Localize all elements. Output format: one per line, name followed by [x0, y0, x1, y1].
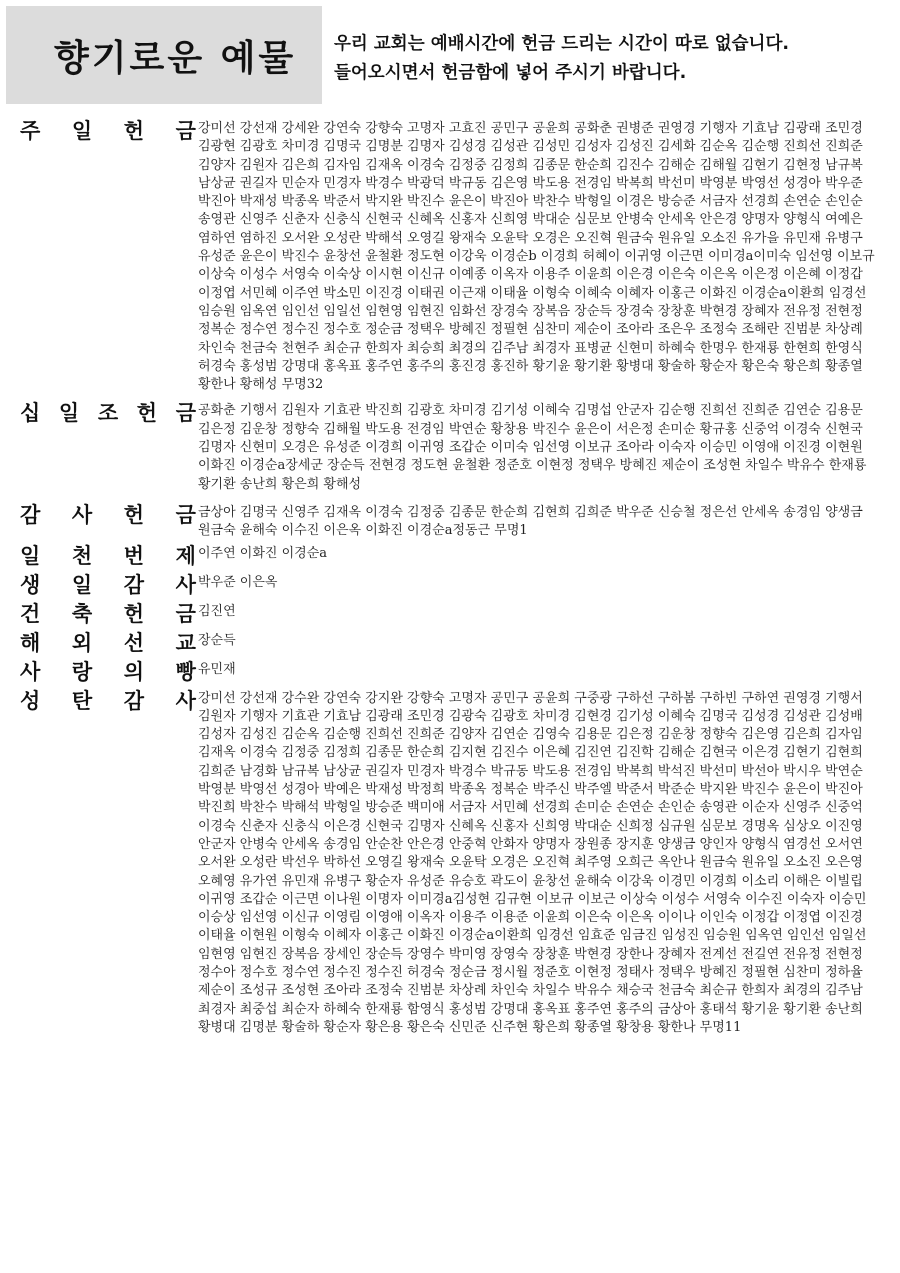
bulletin-header: [6, 6, 894, 106]
donor-names: 유민재: [198, 661, 236, 677]
offering-section: [20, 690, 892, 1038]
offering-section: [20, 120, 892, 394]
category-char: 교: [175, 630, 196, 655]
category-char: 선: [123, 630, 145, 655]
category-char: 헌: [136, 401, 158, 426]
category-char: 금: [175, 119, 196, 143]
category-char: 건: [20, 601, 41, 626]
offering-section: [20, 504, 892, 541]
category-char: 일: [58, 401, 80, 426]
category-char: 천: [71, 543, 93, 568]
donor-names: 강미선 강선재 강수완 강연숙 강지완 강향숙 고명자 공민구 공윤희 구중광 구하선 구하봄 구하빈 구하연 권영경 기행서 김원자 기행자 기효관 기효남 김광래 조민경 김광숙 김광호 차미경 김현경 김기성 이혜숙 김명국 김성경 김성관 김성배 김성자 김성진 김순옥 김순행 진희선 진희준 김양자 김연순 김영숙 김용문 김은정 김운창 정향숙 김은영 김은희 김자임 김재옥 이경숙 김정중 김정희 김종문 한순희 김지현 김진수 이은혜 김진연 김진학 김해순 김현국 이은경 김현기 김현희 김희준 남경화 남규복 남상균 권길자 민경자 박경수 박규동 박도용 전경임 박복희 박석진 박선미 박선아 박시우 박연순 박영분 박영선 성경아 박예은 박재성 박정희 박종옥 정복순 박주신 박주엘 박준서 박준순 박지완 박진수 윤은이 박진아 박진희 박찬수 박해석 박형일 방승준 백미애 서금자 서민혜 선경희 손미순 손연순 손인순 송영관 이순자 신영주 신중억 이경숙 신춘자 신충식 이은경 신현국 김명자 신혜옥 신홍자 신희영 박대순 신희정 심규원 심문보 경명옥 심상오 이진영 안군자 안병숙 안세옥 송경임 안순찬 안은경 안중혁 안화자 양명자 장원종 장지훈 양생금 양인자 양형식 염경선 오서연 오서완 오성란 박선우 박하선 오영길 왕재숙 오윤탁 오경은 오진혁 최주영 오희근 옥안나 원금숙 원유일 오소진 오은영 오혜영 유가연 유민재 유병구 황순자 유성준 유승호 곽도이 윤창선 윤해숙 이강욱 이경민 이경희 이소리 이해은 이빌립 이귀영 조갑순 이근면 이나원 이명자 이미경a김성현 김규현 이보규 이보근 이상숙 이성수 서영숙 이수진 이숙자 이승민 이승상 임선영 이신규 이영림 이영애 이옥자 이용주 이용준 이윤희 이은숙 이은옥 이이나 이인숙 이정갑 이정엽 이진경 이태율 이현원 이형숙 이혜자 이홍근 이화진 이경순a이환희 임경선 임효준 임금진 임성진 임승원 임옥연 임인선 임일선 임현영 임현진 장복음 장세인 장순득 장영수 박미영 장영숙 장창훈 박현경 장한나 장혜자 전계선 전길연 전유정 전현정 정수아 정수호 정수연 정수진 정수진 허경숙 정순금 정시월 정준호 이현정 정태사 정택우 방혜진 정필현 심찬미 정하율 제순이 조성규 조성현 조아라 조정숙 진범분 차상례 차인숙 차일수 박유수 채승국 천금숙 최순규 한희자 최경의 김주남 최경자 최중섭 최순자 하혜숙 한재룡 함영식 홍성범 강명대 홍옥표 홍주연 홍주의 금상아 홍태석 황기윤 황기환 송난희 황병대 김명분 황술하 황순자 황은용 황은숙 신민준 신주현 황은희 황종열 황창용 황한나 무명11: [198, 690, 867, 1035]
category-char: 사: [71, 502, 93, 527]
category-char: 십: [20, 401, 41, 426]
donor-names: 금상아 김명국 신영주 김재옥 이경숙 김정중 김종문 한순희 김현희 김희준 박우준 신승철 정은선 안세옥 송경임 양생금 원금숙 윤해숙 이수진 이은옥 이화진 이경순a정동근 무명1: [198, 504, 863, 539]
offering-category: [20, 504, 198, 527]
category-char: 일: [71, 572, 93, 597]
category-char: 헌: [123, 601, 145, 626]
offering-category: [20, 632, 198, 655]
category-char: 헌: [123, 119, 145, 143]
donor-names: 장순득: [198, 632, 236, 648]
offering-section: [20, 402, 892, 493]
category-char: 헌: [123, 502, 145, 527]
category-char: 감: [20, 502, 41, 527]
offering-category: [20, 574, 198, 597]
donor-names: 박우준 이은옥: [198, 574, 278, 590]
page-title: 향기로운 예물: [54, 38, 297, 79]
category-char: 외: [71, 630, 93, 655]
category-char: 감: [123, 688, 145, 713]
offering-list: [20, 120, 892, 1043]
offering-notice: [334, 30, 789, 88]
offering-section: [20, 603, 892, 626]
category-char: 축: [71, 601, 93, 626]
offering-category: [20, 690, 198, 713]
category-char: 금: [175, 401, 196, 426]
offering-section: [20, 661, 892, 684]
category-char: 탄: [71, 688, 93, 713]
notice-line-2: 들어오시면서 헌금함에 넣어 주시기 바랍니다.: [334, 63, 687, 83]
category-char: 번: [123, 543, 145, 568]
offering-category: [20, 402, 198, 425]
category-char: 사: [20, 659, 41, 684]
category-char: 생: [20, 572, 41, 597]
category-char: 랑: [71, 659, 93, 684]
category-char: 금: [175, 502, 196, 527]
offering-section: [20, 574, 892, 597]
offering-section: [20, 632, 892, 655]
category-char: 조: [97, 401, 119, 426]
offering-category: [20, 120, 198, 143]
category-char: 성: [20, 688, 41, 713]
offering-category: [20, 545, 198, 568]
category-char: 주: [20, 119, 41, 143]
notice-line-1: 우리 교회는 예배시간에 헌금 드리는 시간이 따로 없습니다.: [334, 34, 790, 54]
category-char: 해: [20, 630, 41, 655]
category-char: 사: [175, 688, 196, 713]
category-char: 감: [123, 572, 145, 597]
donor-names: 공화춘 기행서 김원자 기효관 박진희 김광호 차미경 김기성 이혜숙 김명섭 안군자 김순행 진희선 진희준 김연순 김용문 김은정 김운창 정향숙 김해월 박도용 전경임 박연순 황창용 박진수 윤은이 서은정 손미순 황규홍 신중억 이경숙 신현국 김명자 신현미 오경은 유성준 이경희 이귀영 조갑순 이미숙 임선영 이보규 조아라 이숙자 이승민 이영애 이진경 이현원 이화진 이경순a장세군 장순득 전현경 정도현 윤철환 정준호 이현정 정택우 방혜진 제순이 조성현 차일수 박유수 한재룡 황기환 송난희 황은희 황해성: [198, 403, 867, 492]
category-char: 일: [71, 119, 93, 143]
category-char: 사: [175, 572, 196, 597]
category-char: 의: [123, 659, 145, 684]
category-char: 빵: [175, 659, 196, 684]
offering-category: [20, 603, 198, 626]
category-char: 금: [175, 601, 196, 626]
category-char: 제: [175, 543, 196, 568]
donor-names: 김진연: [198, 603, 236, 619]
offering-section: [20, 545, 892, 568]
category-char: 일: [20, 543, 41, 568]
title-box: [6, 6, 322, 104]
donor-names: 강미선 강선재 강세완 강연숙 강향숙 고명자 고효진 공민구 공윤희 공화춘 권병준 권영경 기행자 기효남 김광래 조민경 김광현 김광호 차미경 김명국 김명분 김명자 김성경 김성관 김성민 김성자 김성진 김세화 김순옥 김순행 진희선 진희준 김양자 김원자 김은희 김자임 김재옥 이경숙 김정중 김정희 김종문 한순희 김진수 김해순 김해월 김현기 김현정 남규복 남상균 권길자 민순자 민경자 박경수 박광덕 박규동 김은영 박도용 전경임 박복희 박선미 박영분 박영선 성경아 박우준 박진아 박재성 박종옥 박준서 박지완 박진수 윤은이 박진아 박찬수 박형일 이경은 방승준 서금자 선경희 손연순 손인순 송영관 신영주 신춘자 신충식 신현국 신혜옥 신홍자 신희영 박대순 심문보 안병숙 안세옥 안은경 양명자 양형식 여예은 염하연 염하진 오서완 오성란 박해석 오영길 왕재숙 오윤탁 오경은 오진혁 원금숙 원유일 오소진 유가을 유민재 유병구 유성준 윤은이 박진수 윤창선 윤철환 정도현 이강욱 이경순b 이경희 허혜이 이귀영 이근면 이미경a이미숙 임선영 이보규 이상숙 이성수 서영숙 이숙상 이시현 이신규 이예종 이옥자 이용주 이윤희 이은경 이은숙 이은옥 이은정 이은혜 이정갑 이정엽 서민혜 이주연 박소민 이진경 이태권 이근재 이태율 이형숙 이혜숙 이혜자 이홍근 이화진 이경순a이환희 임경선 임승원 임옥연 임인선 임일선 임현영 임현진 임화선 장경숙 장복음 장순득 장경숙 장창훈 박현경 장혜자 전유정 전현정 정복순 정수연 정수진 정수호 정순금 정택우 방혜진 정필현 심찬미 제순이 조아라 조은우 조정숙 조해란 진범분 차상례 차인숙 천금숙 천현주 최순규 한희자 최승희 최경의 김주남 최경자 표병균 신현미 하혜숙 한명우 한재룡 한현희 한영식 허경숙 홍성범 강명대 홍옥표 홍주연 홍주의 홍진경 홍진하 황기윤 황기환 황병대 황술하 황순자 황은숙 황은희 황종열 황한나 황해성 무명32: [198, 121, 875, 393]
offering-category: [20, 661, 198, 684]
donor-names: 이주연 이화진 이경순a: [198, 545, 328, 561]
